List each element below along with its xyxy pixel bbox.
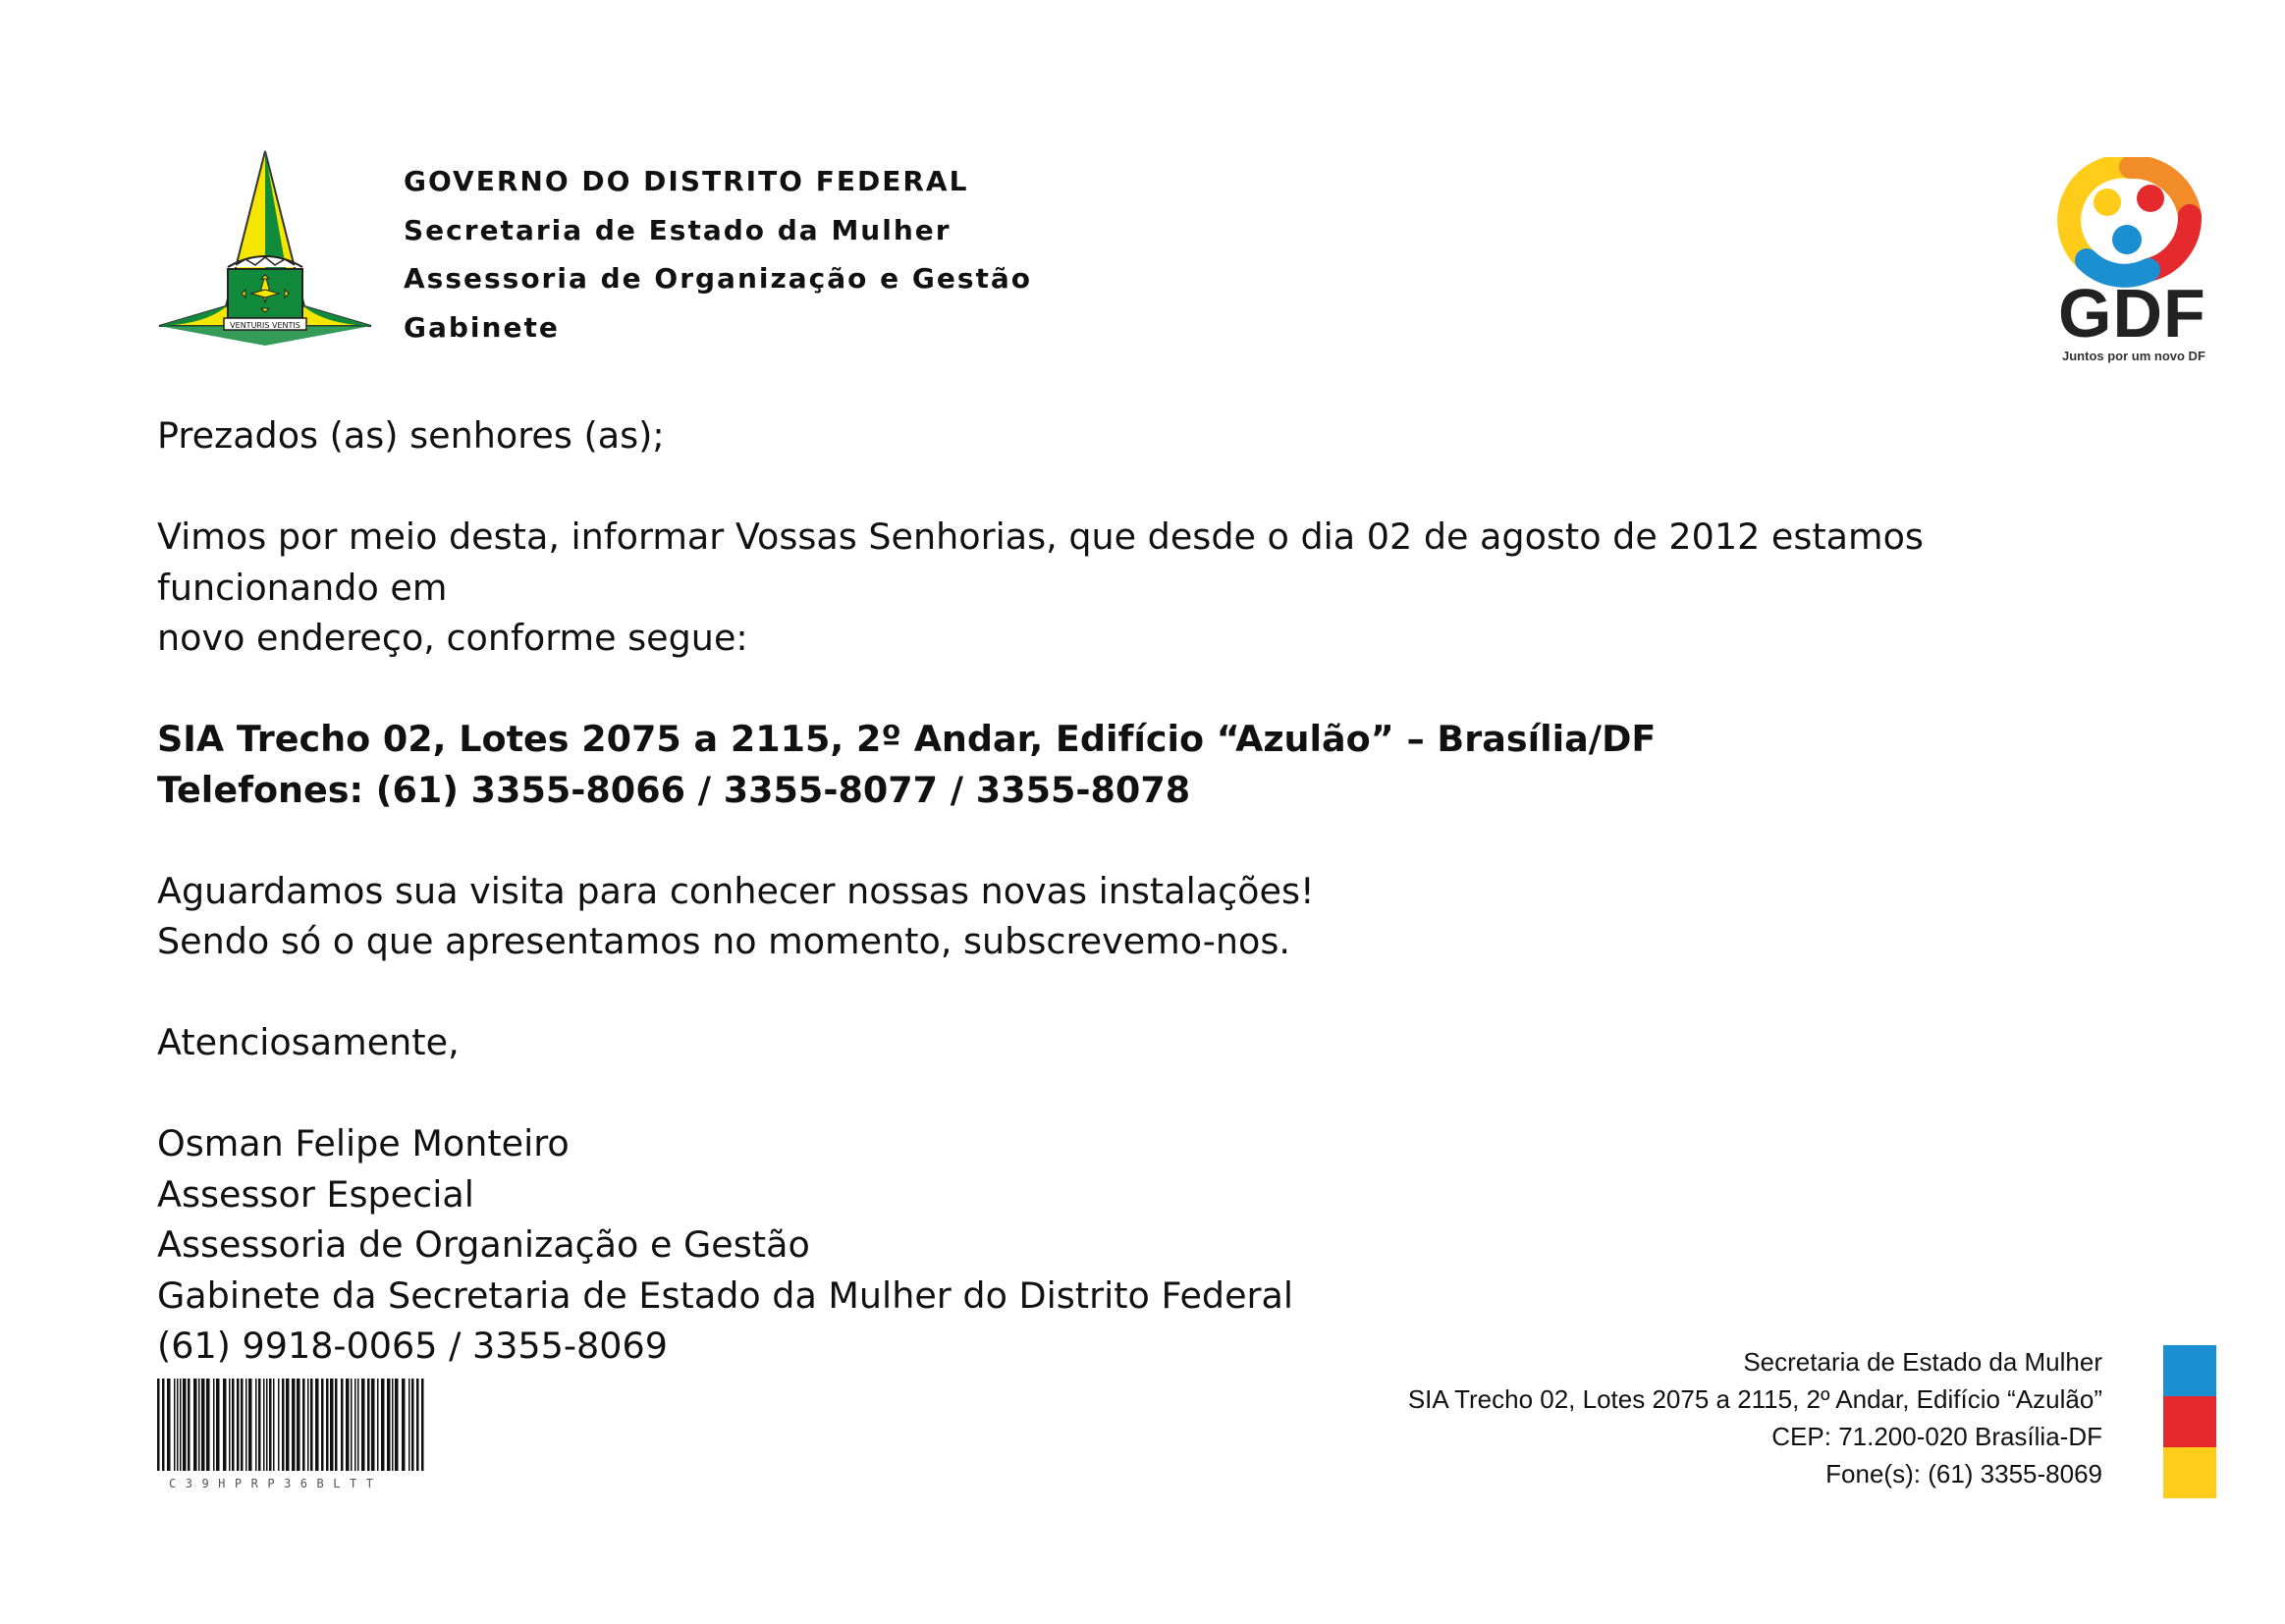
barcode-bar — [213, 1379, 215, 1471]
department-name: Assessoria de Organização e Gestão — [404, 262, 1033, 295]
new-address: SIA Trecho 02, Lotes 2075 a 2115, 2º Andar, Edifício “Azulão” – Brasília/DF — [157, 718, 1657, 760]
office-name: Gabinete — [404, 310, 560, 344]
barcode-bar — [395, 1379, 399, 1471]
letterhead — [404, 162, 1032, 356]
signer-role: Assessor Especial — [157, 1172, 474, 1216]
barcode-bar — [162, 1379, 165, 1471]
barcode-bar — [177, 1379, 179, 1471]
barcode-bar — [255, 1379, 257, 1471]
barcode-bar — [201, 1379, 205, 1471]
barcode-bar — [361, 1379, 365, 1471]
barcode-bar — [341, 1379, 344, 1471]
barcode-bar — [310, 1379, 313, 1471]
color-stripe-red — [2163, 1396, 2216, 1447]
barcode-bar — [387, 1379, 391, 1471]
barcode-bar — [307, 1379, 309, 1471]
barcode-bar — [206, 1379, 210, 1471]
barcode-bar — [292, 1379, 296, 1471]
barcode-bar — [402, 1379, 406, 1471]
barcode-bar — [278, 1379, 280, 1471]
barcode-bar — [266, 1379, 268, 1471]
footer-cep: CEP: 71.200-020 Brasília-DF — [1771, 1422, 2102, 1451]
barcode-bar — [330, 1379, 334, 1471]
barcode-icon — [157, 1379, 424, 1471]
intro-line-1: Vimos por meio desta, informar Vossas Senhorias, que desde o dia 02 de agosto de 2012 estamos funcionando em — [157, 515, 1924, 609]
secretariat-name: Secretaria de Estado da Mulher — [404, 213, 952, 246]
barcode-bar — [263, 1379, 265, 1471]
barcode-bar — [377, 1379, 379, 1471]
barcode-bar — [269, 1379, 272, 1471]
barcode-bar — [411, 1379, 414, 1471]
barcode-bar — [229, 1379, 231, 1471]
barcode-bar — [248, 1379, 252, 1471]
barcode-bar — [297, 1379, 300, 1471]
barcode-bar — [167, 1379, 171, 1471]
barcode-bar — [381, 1379, 385, 1471]
color-stripe — [2163, 1345, 2216, 1498]
barcode-bar — [183, 1379, 187, 1471]
barcode-bar — [232, 1379, 235, 1471]
barcode-bar — [174, 1379, 176, 1471]
footer-address: SIA Trecho 02, Lotes 2075 a 2115, 2º Andar, Edifício “Azulão” — [1407, 1384, 2102, 1414]
barcode-bar — [367, 1379, 370, 1471]
barcode-bar — [321, 1379, 324, 1471]
color-stripe-blue — [2163, 1345, 2216, 1396]
crest-shape — [159, 151, 371, 346]
barcode-bar — [357, 1379, 359, 1471]
barcode-bar — [241, 1379, 244, 1471]
barcode-bar — [198, 1379, 200, 1471]
barcode-bar — [421, 1379, 424, 1471]
signer-office: Gabinete da Secretaria de Estado da Mulher do Distrito Federal — [157, 1273, 1294, 1317]
barcode-bar — [216, 1379, 220, 1471]
gdf-tagline: Juntos por um novo DF — [2062, 349, 2205, 363]
closing-line: Sendo só o que apresentamos no momento, subscrevemo-nos. — [157, 920, 1290, 962]
signer-department: Assessoria de Organização e Gestão — [157, 1223, 810, 1266]
signer-phones: (61) 9918-0065 / 3355-8069 — [157, 1325, 668, 1367]
barcode-bar — [326, 1379, 329, 1471]
df-coat-of-arms-logo — [157, 149, 373, 370]
invite-line: Aguardamos sua visita para conhecer nossas novas instalações! — [157, 869, 1315, 912]
barcode-bar — [157, 1379, 160, 1471]
barcode-bar — [351, 1379, 353, 1471]
government-name: GOVERNO DO DISTRITO FEDERAL — [404, 165, 969, 197]
barcode-bar — [237, 1379, 240, 1471]
barcode-bar — [258, 1379, 261, 1471]
barcode-bar — [408, 1379, 410, 1471]
barcode-bar — [188, 1379, 190, 1471]
barcode-bar — [354, 1379, 356, 1471]
barcode-bar — [302, 1379, 305, 1471]
barcode-bar — [346, 1379, 350, 1471]
signer-name: Osman Felipe Monteiro — [157, 1122, 570, 1164]
barcode-bar — [273, 1379, 275, 1471]
barcode-bar — [282, 1379, 285, 1471]
barcode-bar — [180, 1379, 182, 1471]
color-stripe-yellow — [2163, 1447, 2216, 1498]
footer-org: Secretaria de Estado da Mulher — [1743, 1347, 2102, 1377]
letter-body — [157, 410, 2121, 1372]
new-phones: Telefones: (61) 3355-8066 / 3355-8077 / 3355-8078 — [157, 768, 1191, 811]
barcode-bar — [245, 1379, 247, 1471]
barcode-bar — [286, 1379, 290, 1471]
barcode-bar — [416, 1379, 419, 1471]
crest-motto: VENTURIS VENTIS — [230, 321, 300, 330]
footer-phone: Fone(s): (61) 3355-8069 — [1825, 1459, 2102, 1489]
barcode-bar — [371, 1379, 375, 1471]
barcode-bar — [315, 1379, 319, 1471]
greeting: Prezados (as) senhores (as); — [157, 414, 665, 457]
valediction: Atenciosamente, — [157, 1021, 460, 1063]
intro-line-2: novo endereço, conforme segue: — [157, 617, 748, 659]
barcode-bar — [223, 1379, 227, 1471]
gdf-wordmark: GDF — [2058, 275, 2206, 352]
footer-address-block — [1408, 1343, 2102, 1492]
barcode-bar — [193, 1379, 197, 1471]
barcode-bar — [335, 1379, 338, 1471]
barcode-bar — [392, 1379, 394, 1471]
barcode-code: C39HPRP36BLTT — [169, 1477, 383, 1490]
